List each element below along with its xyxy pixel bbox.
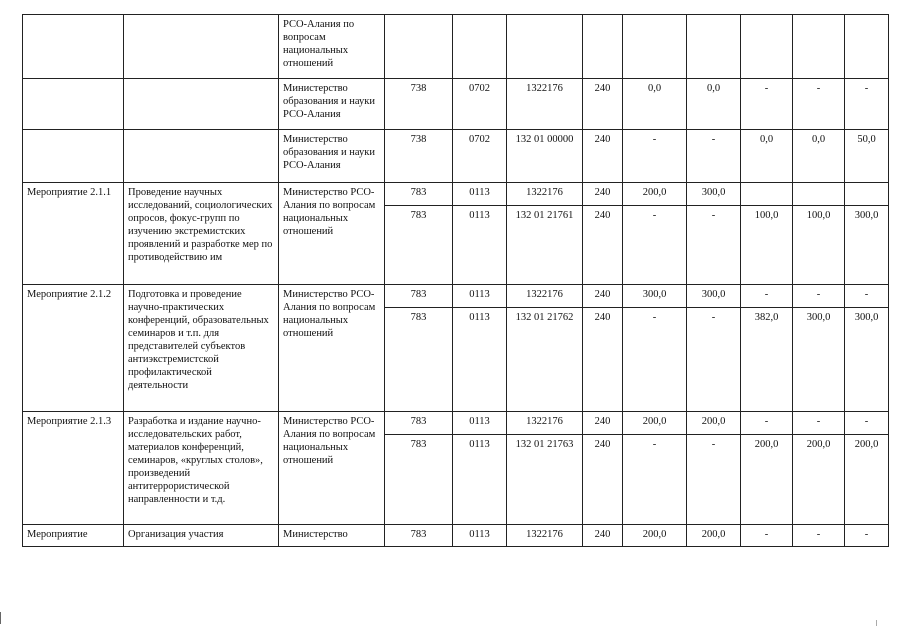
value-cell: -	[687, 206, 741, 285]
value-cell	[845, 15, 889, 79]
description-cell: Разработка и издание научно-исследовательских работ, материалов конференций, семинаров, «круглых столов», произведений антитеррористической направленности и т.д.	[124, 412, 279, 525]
target-article-cell: 1322176	[507, 285, 583, 308]
section-cell: 0113	[453, 412, 507, 435]
value-cell: 300,0	[623, 285, 687, 308]
value-cell: 200,0	[793, 435, 845, 525]
value-cell: -	[687, 130, 741, 183]
section-cell: 0113	[453, 308, 507, 412]
grbs-cell: 783	[385, 412, 453, 435]
value-cell: 200,0	[845, 435, 889, 525]
measure-cell: Мероприятие 2.1.3	[23, 412, 124, 525]
target-article-cell: 1322176	[507, 412, 583, 435]
value-cell: -	[845, 79, 889, 130]
description-cell	[124, 15, 279, 79]
value-cell: -	[623, 308, 687, 412]
table-row	[23, 130, 889, 183]
responsible-cell: Министерство РСО-Алания по вопросам национальных отношений	[279, 285, 385, 412]
value-cell	[793, 15, 845, 79]
target-article-cell: 132 01 21762	[507, 308, 583, 412]
value-cell: 200,0	[741, 435, 793, 525]
grbs-cell: 783	[385, 308, 453, 412]
expense-type-cell: 240	[583, 525, 623, 547]
value-cell: -	[741, 412, 793, 435]
expense-type-cell: 240	[583, 130, 623, 183]
table-row	[23, 79, 889, 130]
value-cell: 382,0	[741, 308, 793, 412]
expense-type-cell: 240	[583, 435, 623, 525]
scan-mark	[876, 620, 877, 626]
section-cell: 0113	[453, 525, 507, 547]
value-cell: -	[845, 412, 889, 435]
responsible-cell: Министерство образования и науки РСО-Алания	[279, 130, 385, 183]
expense-type-cell: 240	[583, 206, 623, 285]
value-cell: 300,0	[845, 206, 889, 285]
target-article-cell: 132 01 00000	[507, 130, 583, 183]
description-cell	[124, 79, 279, 130]
table-row	[23, 183, 889, 206]
value-cell: -	[623, 206, 687, 285]
grbs-cell	[385, 15, 453, 79]
value-cell: 100,0	[741, 206, 793, 285]
value-cell	[793, 183, 845, 206]
value-cell: 300,0	[793, 308, 845, 412]
scan-mark	[0, 612, 1, 624]
value-cell: 300,0	[845, 308, 889, 412]
responsible-cell: Министерство образования и науки РСО-Алания	[279, 79, 385, 130]
grbs-cell: 783	[385, 435, 453, 525]
value-cell	[741, 15, 793, 79]
value-cell: -	[845, 525, 889, 547]
responsible-cell: Министерство РСО-Алания по вопросам национальных отношений	[279, 412, 385, 525]
expense-type-cell: 240	[583, 285, 623, 308]
value-cell	[845, 183, 889, 206]
target-article-cell: 1322176	[507, 79, 583, 130]
value-cell: -	[741, 79, 793, 130]
description-cell	[124, 130, 279, 183]
budget-table	[22, 14, 889, 547]
grbs-cell: 738	[385, 130, 453, 183]
description-cell: Проведение научных исследований, социологических опросов, фокус-групп по изучению экстремистских проявлений и разработке мер по противодействию им	[124, 183, 279, 285]
value-cell: 0,0	[741, 130, 793, 183]
section-cell: 0113	[453, 183, 507, 206]
description-cell: Организация участия	[124, 525, 279, 547]
value-cell: 300,0	[687, 285, 741, 308]
value-cell: -	[687, 308, 741, 412]
expense-type-cell: 240	[583, 412, 623, 435]
expense-type-cell	[583, 15, 623, 79]
value-cell	[741, 183, 793, 206]
value-cell: 200,0	[623, 525, 687, 547]
value-cell: -	[741, 525, 793, 547]
expense-type-cell: 240	[583, 308, 623, 412]
value-cell: -	[793, 285, 845, 308]
value-cell: -	[793, 79, 845, 130]
grbs-cell: 783	[385, 525, 453, 547]
grbs-cell: 783	[385, 183, 453, 206]
value-cell: 100,0	[793, 206, 845, 285]
target-article-cell: 1322176	[507, 525, 583, 547]
value-cell	[623, 15, 687, 79]
target-article-cell: 132 01 21761	[507, 206, 583, 285]
measure-cell: Мероприятие 2.1.2	[23, 285, 124, 412]
measure-cell	[23, 15, 124, 79]
section-cell: 0113	[453, 206, 507, 285]
value-cell: 0,0	[623, 79, 687, 130]
table-row	[23, 15, 889, 79]
expense-type-cell: 240	[583, 183, 623, 206]
responsible-cell: Министерство	[279, 525, 385, 547]
value-cell: 200,0	[623, 412, 687, 435]
section-cell: 0113	[453, 435, 507, 525]
section-cell: 0113	[453, 285, 507, 308]
target-article-cell	[507, 15, 583, 79]
value-cell: -	[793, 412, 845, 435]
value-cell: 200,0	[687, 412, 741, 435]
value-cell: 200,0	[687, 525, 741, 547]
table-row	[23, 412, 889, 435]
value-cell	[687, 15, 741, 79]
measure-cell: Мероприятие	[23, 525, 124, 547]
value-cell: -	[623, 435, 687, 525]
value-cell: 50,0	[845, 130, 889, 183]
value-cell: 300,0	[687, 183, 741, 206]
expense-type-cell: 240	[583, 79, 623, 130]
target-article-cell: 1322176	[507, 183, 583, 206]
value-cell: 200,0	[623, 183, 687, 206]
responsible-cell: Министерство РСО-Алания по вопросам национальных отношений	[279, 183, 385, 285]
value-cell: 0,0	[687, 79, 741, 130]
value-cell: -	[793, 525, 845, 547]
value-cell: -	[687, 435, 741, 525]
value-cell: -	[741, 285, 793, 308]
measure-cell	[23, 79, 124, 130]
grbs-cell: 738	[385, 79, 453, 130]
section-cell: 0702	[453, 130, 507, 183]
value-cell: 0,0	[793, 130, 845, 183]
grbs-cell: 783	[385, 285, 453, 308]
responsible-cell: РСО-Алания по вопросам национальных отношений	[279, 15, 385, 79]
section-cell	[453, 15, 507, 79]
value-cell: -	[845, 285, 889, 308]
table-row	[23, 285, 889, 308]
measure-cell	[23, 130, 124, 183]
table-row	[23, 525, 889, 547]
target-article-cell: 132 01 21763	[507, 435, 583, 525]
description-cell: Подготовка и проведение научно-практических конференций, образовательных семинаров и т.п. для представителей субъектов антиэкстремистской профилактической деятельности	[124, 285, 279, 412]
value-cell: -	[623, 130, 687, 183]
section-cell: 0702	[453, 79, 507, 130]
grbs-cell: 783	[385, 206, 453, 285]
measure-cell: Мероприятие 2.1.1	[23, 183, 124, 285]
